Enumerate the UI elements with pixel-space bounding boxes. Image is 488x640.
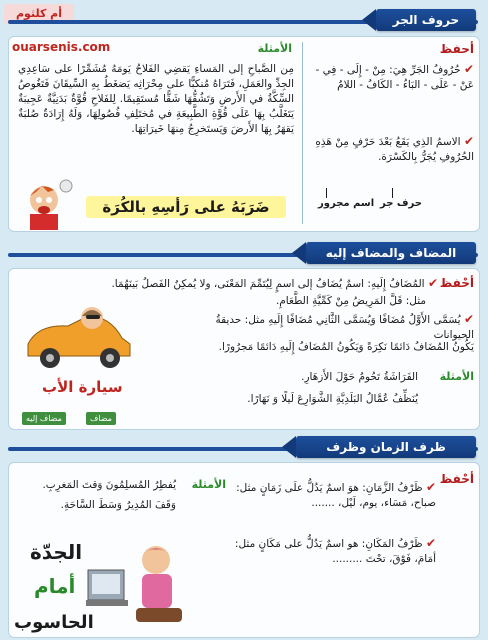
word-hasub: الحاسوب	[14, 612, 94, 633]
rule-kasra: ✔ الاسمُ الذِي يَقَعُ بَعْدَ حَرْفٍ مِنْ هَذِهِ الحُرُوفِ يُجَرُّ بِالكَسْرَة.	[315, 134, 474, 163]
examples-label: الأمثلة	[439, 370, 474, 383]
check-icon: ✔	[425, 536, 436, 550]
author-label: أم كلثوم	[4, 4, 74, 24]
rule-huruf-list: ✔ حُرُوفُ الجَرِّ هِيَ: مِنْ - إِلَى - فِي - عَنْ - عَلَى - البَاءُ - الكَافُ - اللامُ	[315, 62, 474, 91]
sample-sentence: ضَرَبَهُ على رَأسِهِ بالكُرَة	[86, 196, 286, 218]
rule-zarf-zaman: ✔ ظَرْفُ الزَّمَانِ: هوَ اسمٌ يَدُلُّ علَى زَمَانٍ مثل: صباح، مَسَاء، يوم، لَيْل، .......	[236, 480, 436, 509]
car-illustration	[18, 296, 138, 376]
check-icon: ✔	[427, 276, 438, 290]
example-mudir: وَقَفَ المُدِيرُ وَسَطَ السَّاحَةِ.	[60, 499, 176, 511]
hafaz-label: أحفظ	[439, 42, 474, 56]
check-icon: ✔	[463, 312, 474, 326]
examples-label: الأمثلة	[191, 478, 226, 491]
check-icon: ✔	[425, 480, 436, 494]
pointer-arrow	[326, 188, 327, 198]
check-icon: ✔	[463, 134, 474, 148]
check-icon: ✔	[463, 62, 474, 76]
hafaz-label: أحْفظ	[439, 472, 474, 486]
section-title-huruf-aljarr: حروف الجر	[376, 9, 476, 31]
badge-mudaf-ilayh: مضاف إليه	[22, 412, 66, 425]
example-iftar: يُفطِرُ المُسلِمُونَ وَقتَ المَغرِبِ.	[42, 479, 176, 491]
rule-naming: ✔ يُسَمَّى الأَوَّلُ مُضَافًا وَيُسَمَّى الثَّانِي مُضَافًا إِلَيهِ مثل: حديقةُ الحيوانات	[215, 312, 474, 341]
car-label: سيارة الأب	[42, 378, 123, 396]
label-ism-majrur: اسم مجرور	[318, 198, 375, 209]
label-harf-jarr: حرف جر	[380, 198, 422, 209]
example-butterfly: الفَرَاشَةُ تَحُومُ حَوْلَ الأَزهَارِ.	[301, 371, 418, 383]
badge-mudaf: مضاف	[86, 412, 116, 425]
divider	[302, 42, 303, 224]
rule-mudaf-example: مثل: قَلَّ المَرِيضُ مِنْ كَمِّيَّةِ الطَّعَامِ.	[275, 295, 426, 307]
section-title-zarf: ظرف الزمان وظرف	[296, 436, 476, 458]
word-amama: أمام	[34, 574, 76, 598]
example-workers: يُنَظِّفُ عُمَّالُ البَلَدِيَّةِ الشَّوَارِعَ لَيلًا وَ نَهَارًا.	[247, 393, 418, 405]
watermark: ouarsenis.com	[12, 40, 111, 54]
rule-nakira: يَكُونُ المُضَافُ دَائمًا نَكِرَةً وَيَكُونُ المُضَافُ إِلَيهِ دَائمًا مَجرُورًا.	[218, 341, 474, 353]
hafaz-label: أحْفظ	[439, 276, 474, 290]
examples-label: الأمثلة	[257, 42, 292, 55]
pointer-arrow	[392, 188, 393, 198]
word-grandmother: الجدّة	[30, 540, 83, 564]
boy-illustration	[14, 178, 78, 230]
rule-zarf-makan: ✔ ظَرْفُ المَكَانِ: هو اسمٌ يَدُلُّ على مَكَانٍ مثل: أمَامَ، فَوْقَ، تحْتَ .........	[234, 536, 436, 565]
rule-mudaf-definition: ✔ المُضَافُ إِلَيهِ: اسمٌ يُضَافُ إلى اسمٍ لِيُتَمِّمَ المَعْنَى، ولا يُمكِنُ الفَصلُ بَينَهُمَا.	[111, 276, 438, 290]
section-title-mudaf: المضاف والمضاف إليه	[306, 242, 476, 264]
grandmother-computer-illustration	[82, 530, 192, 630]
example-paragraph: مِن الصَّباحِ إلى المَساءِ يَقضِي الفَلاحُ يَومَهُ مُشَمِّرًا على سَاعِدِي الجِدِّ والعَمَلِ، فَتَرَاهُ مُنكبًّا على مِحْرَاثِه يَضغَطُ بِهِ السِّيقَانَ فَتَغُوصُ السِّكَّةُ في الأَرضِ وَتَشُقُّهَا شَقًّا مُستَقِيمًا. لِلفَلاحِ قُوَّةٌ بَدَنِيَّةٌ عَجِيبَةٌ يَتَغَلَّبُ بِهَا عَلَى قُوَّةِ الطَّبِيعَةِ في مُختَلِفِ فُصُولِهَا، وَلَهُ إِرَادَةٌ صُلبَةٌ يَقهَرُ بِهَا الأَرضَ وَيَستَخرِجُ مِنهَا خَيرَاتِهَا.	[18, 63, 294, 135]
